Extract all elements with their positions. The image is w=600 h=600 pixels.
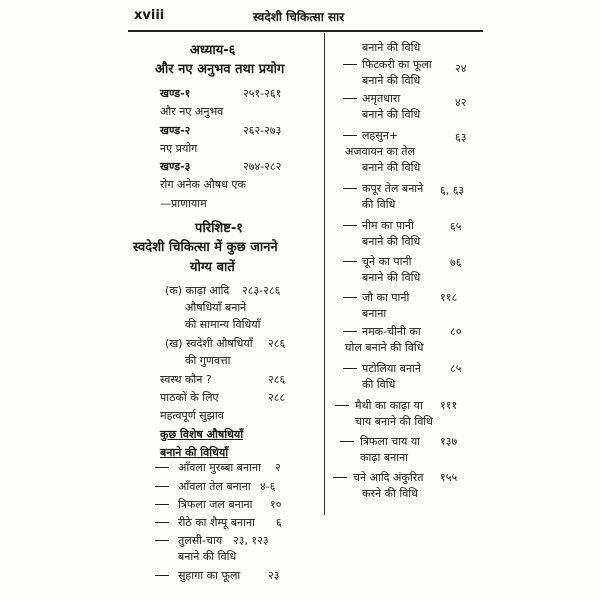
list-item-page: २३, १२३	[233, 534, 269, 547]
entry-line: पटोलिया बनाने	[362, 362, 422, 375]
list-item-text: सुहागा का फूला	[178, 569, 241, 582]
dash-mark	[335, 405, 349, 406]
section-1-desc: और नए अनुभव	[160, 105, 224, 118]
item-kh-line-2: की गुणवत्ता	[185, 354, 231, 367]
page-header	[128, 8, 483, 32]
chapter-heading: अध्याय-६	[190, 43, 236, 58]
readers-page: २८८	[268, 391, 286, 404]
entry-line: चूने का पानी	[362, 255, 412, 268]
section-1-label: खण्ड-१	[160, 87, 191, 100]
dash-mark	[155, 486, 169, 487]
list-item-subline: बनाने की विधि	[178, 550, 237, 563]
dash-mark	[343, 368, 357, 369]
section-3-desc: रोग अनेक औषध एक	[160, 178, 246, 191]
section-2-pages: २६२-२७३	[243, 124, 282, 137]
item-kh-pages: २८६	[268, 337, 286, 350]
section-3-label: खण्ड-३	[160, 160, 191, 173]
entry-page: ६३	[455, 131, 467, 144]
section-1-pages: २५१-२६१	[243, 87, 282, 100]
dash-mark	[155, 467, 169, 468]
entry-page: २४	[455, 62, 467, 75]
dash-mark	[333, 477, 347, 478]
dash-mark	[343, 98, 357, 99]
entry-line: चाय बनाने की विधि	[355, 415, 433, 428]
dash-mark	[343, 331, 357, 332]
suggestions-label: महत्वपूर्ण सुझाव	[160, 409, 224, 422]
entry-line: अजवायन का तेल	[345, 145, 416, 158]
entry-page: १३७	[440, 435, 458, 448]
entry-line: कपूर तेल बनाने	[362, 182, 424, 195]
dash-mark	[343, 297, 357, 298]
entry-page: ७६	[450, 256, 462, 269]
list-item-page: ६	[276, 516, 282, 529]
list-item-text: आँवला तेल बनाना	[178, 480, 251, 493]
entry-line: की विधि	[362, 198, 396, 211]
section-2-label: खण्ड-२	[160, 124, 191, 137]
entry-line: करने की विधि	[362, 487, 418, 500]
entry-page: ११८	[440, 291, 458, 304]
dash-mark	[155, 504, 169, 505]
chapter-title: और नए अनुभव तथा प्रयोग	[155, 62, 285, 77]
entry-line: घोल बनाने की विधि	[345, 341, 424, 354]
page-number: xviii	[134, 8, 165, 23]
entry-line: त्रिफला चाय या	[360, 435, 421, 448]
list-item-page: २	[275, 461, 281, 474]
entry-page: ६, ६३	[440, 184, 465, 197]
item-k-pages: २८३-२८६	[242, 284, 281, 297]
entry-page: १५५	[440, 471, 458, 484]
list-item-page: ४-६	[260, 480, 276, 493]
list-item-text: त्रिफला जल बनाना	[178, 498, 253, 511]
entry-line: जौ का पानी	[362, 291, 410, 304]
entry-line: मैथी का काढ़ा या	[355, 399, 423, 412]
pranayam-entry: —प्राणायाम	[160, 197, 207, 210]
special-heading-2: बनाने की विधियाँ	[160, 446, 229, 459]
entry-line: काढ़ा बनाना	[360, 451, 409, 464]
entry-line: बनाने की विधि	[362, 235, 421, 248]
entry-line: की विधि	[362, 378, 396, 391]
entry-line: नीम का पानी	[362, 219, 414, 232]
column-divider	[324, 33, 325, 515]
running-title: स्वदेशी चिकित्सा सार	[253, 10, 345, 24]
appendix-title-line-1: स्वदेशी चिकित्सा में कुछ जानने	[133, 240, 278, 255]
section-2-desc: नए प्रयोग	[160, 142, 198, 155]
appendix-heading: परिशिष्ट-१	[195, 221, 244, 236]
entry-page: ८५	[450, 362, 462, 375]
dash-mark	[343, 188, 357, 189]
entry-line: बनाने की विधि	[362, 161, 421, 174]
entry-page: ६५	[450, 220, 462, 233]
right-top-line: बनाने की विधि	[362, 41, 421, 54]
entry-line: फिटकरी का फूला	[362, 58, 432, 71]
entry-line: बनाने की विधि	[362, 108, 421, 121]
entry-line: बनाना	[362, 307, 387, 320]
entry-line: लहसुन+	[362, 129, 399, 142]
list-item-page: २३	[268, 569, 280, 582]
readers-label: पाठकों के लिए	[160, 391, 219, 404]
entry-line: बनाने की विधि	[362, 74, 421, 87]
dash-mark	[340, 441, 354, 442]
list-item-text: आँवला मुरब्बा बनाना	[178, 461, 261, 474]
dash-mark	[155, 522, 169, 523]
entry-line: चने आदि अंकुरित	[353, 471, 424, 484]
entry-line: बनाने की विधि	[362, 271, 421, 284]
dash-mark	[343, 135, 357, 136]
healthy-label: स्वस्थ कौन ?	[160, 373, 212, 386]
special-heading-1: कुछ विशेष औषधियाँ	[160, 428, 244, 441]
entry-line: अमृतधारा	[362, 92, 401, 105]
dash-mark	[343, 261, 357, 262]
healthy-page: २८६	[268, 373, 286, 386]
list-item-text: रीठे का शैम्पू बनाना	[178, 516, 255, 529]
dash-mark	[155, 575, 169, 576]
entry-page: ४२	[455, 96, 467, 109]
entry-page: ८०	[450, 325, 462, 338]
appendix-title-line-2: योग्य बातें	[190, 260, 235, 275]
dash-mark	[343, 225, 357, 226]
item-k-line-3: की सामान्य विधियाँ	[185, 318, 261, 331]
item-kh-line-1: (ख) स्वदेशी औषधियाँ	[165, 337, 253, 350]
dash-mark	[343, 64, 357, 65]
list-item-page: १०	[270, 498, 282, 511]
dash-mark	[155, 540, 169, 541]
item-k-line-2: औषधियाँ बनाने	[185, 301, 247, 314]
list-item-text: तुलसी-चाय	[178, 534, 223, 547]
entry-page: १११	[440, 399, 458, 412]
entry-line: नमक-चीनी का	[362, 325, 421, 338]
item-k-line-1: (क) काढ़ा आदि	[165, 284, 230, 297]
section-3-pages: २७४-२८२	[243, 160, 282, 173]
